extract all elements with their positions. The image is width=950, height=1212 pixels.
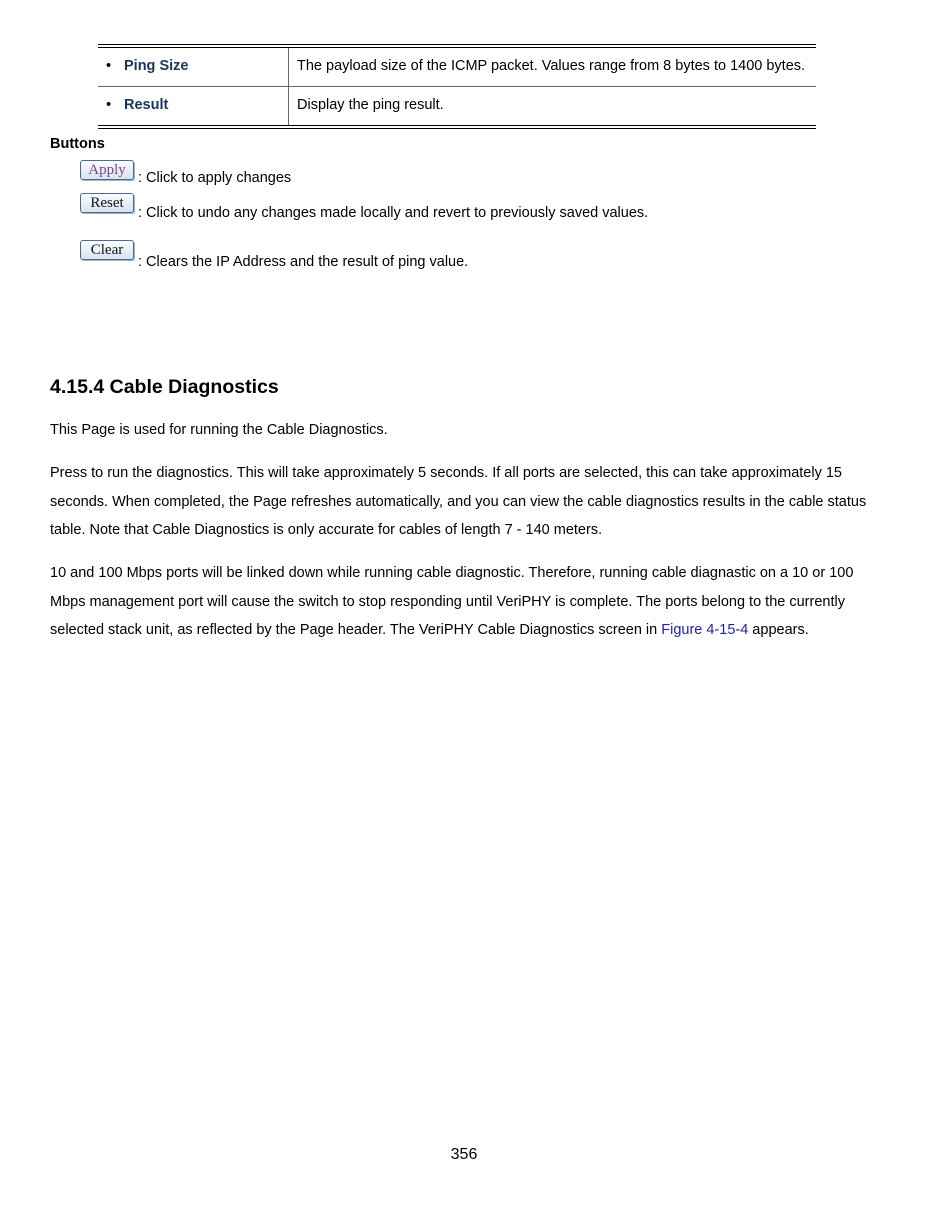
- bullet-icon: •: [106, 58, 112, 74]
- clear-button-row: [80, 240, 469, 270]
- apply-button[interactable]: Apply: [80, 160, 134, 180]
- buttons-heading: Buttons: [50, 136, 105, 152]
- clear-button-description: : Clears the IP Address and the result of ping value.: [138, 254, 469, 270]
- table-row: [98, 46, 816, 87]
- reset-button-description: : Click to undo any changes made locally and revert to previously saved values.: [138, 205, 649, 221]
- apply-button-description: : Click to apply changes: [138, 170, 292, 186]
- parameter-table: [98, 44, 816, 129]
- param-name: Result: [124, 97, 169, 113]
- table-row: [98, 87, 816, 128]
- figure-link[interactable]: Figure 4-15-4: [661, 622, 749, 638]
- diagnostics-paragraph: Press to run the diagnostics. This will take approximately 5 seconds. If all ports are selected, this can take approximately 15 seconds. When completed, the Page refreshes automatically, and you can view the cable diagnostics results in the cable status table. Note that Cable Diagnostics is only accurate for cables of length 7 - 140 meters.: [50, 465, 867, 538]
- param-name-cell: [98, 46, 289, 87]
- intro-paragraph: This Page is used for running the Cable Diagnostics.: [50, 422, 388, 438]
- param-description: Display the ping result.: [297, 97, 444, 113]
- ports-paragraph-end: appears.: [748, 622, 809, 638]
- page-number: 356: [450, 1146, 478, 1163]
- clear-button[interactable]: Clear: [80, 240, 134, 260]
- section-title: 4.15.4 Cable Diagnostics: [50, 376, 279, 398]
- param-name: Ping Size: [124, 58, 189, 74]
- param-name-cell: [98, 87, 289, 128]
- bullet-icon: •: [106, 97, 112, 113]
- ports-paragraph: [50, 559, 890, 645]
- param-description-cell: [289, 46, 817, 87]
- apply-button-row: [80, 160, 292, 186]
- param-description: The payload size of the ICMP packet. Values range from 8 bytes to 1400 bytes.: [297, 58, 806, 74]
- reset-button[interactable]: Reset: [80, 193, 134, 213]
- reset-button-row: [80, 193, 649, 221]
- param-description-cell: [289, 87, 817, 128]
- ports-paragraph-text: 10 and 100 Mbps ports will be linked down while running cable diagnostic. Therefore, running cable diagnastic on a 10 or 100 Mbps management port will cause the switch to stop responding until VeriPHY is complete. The ports belong to the currently selected stack unit, as reflected by the Page header. The VeriPHY Cable Diagnostics screen in: [50, 565, 854, 638]
